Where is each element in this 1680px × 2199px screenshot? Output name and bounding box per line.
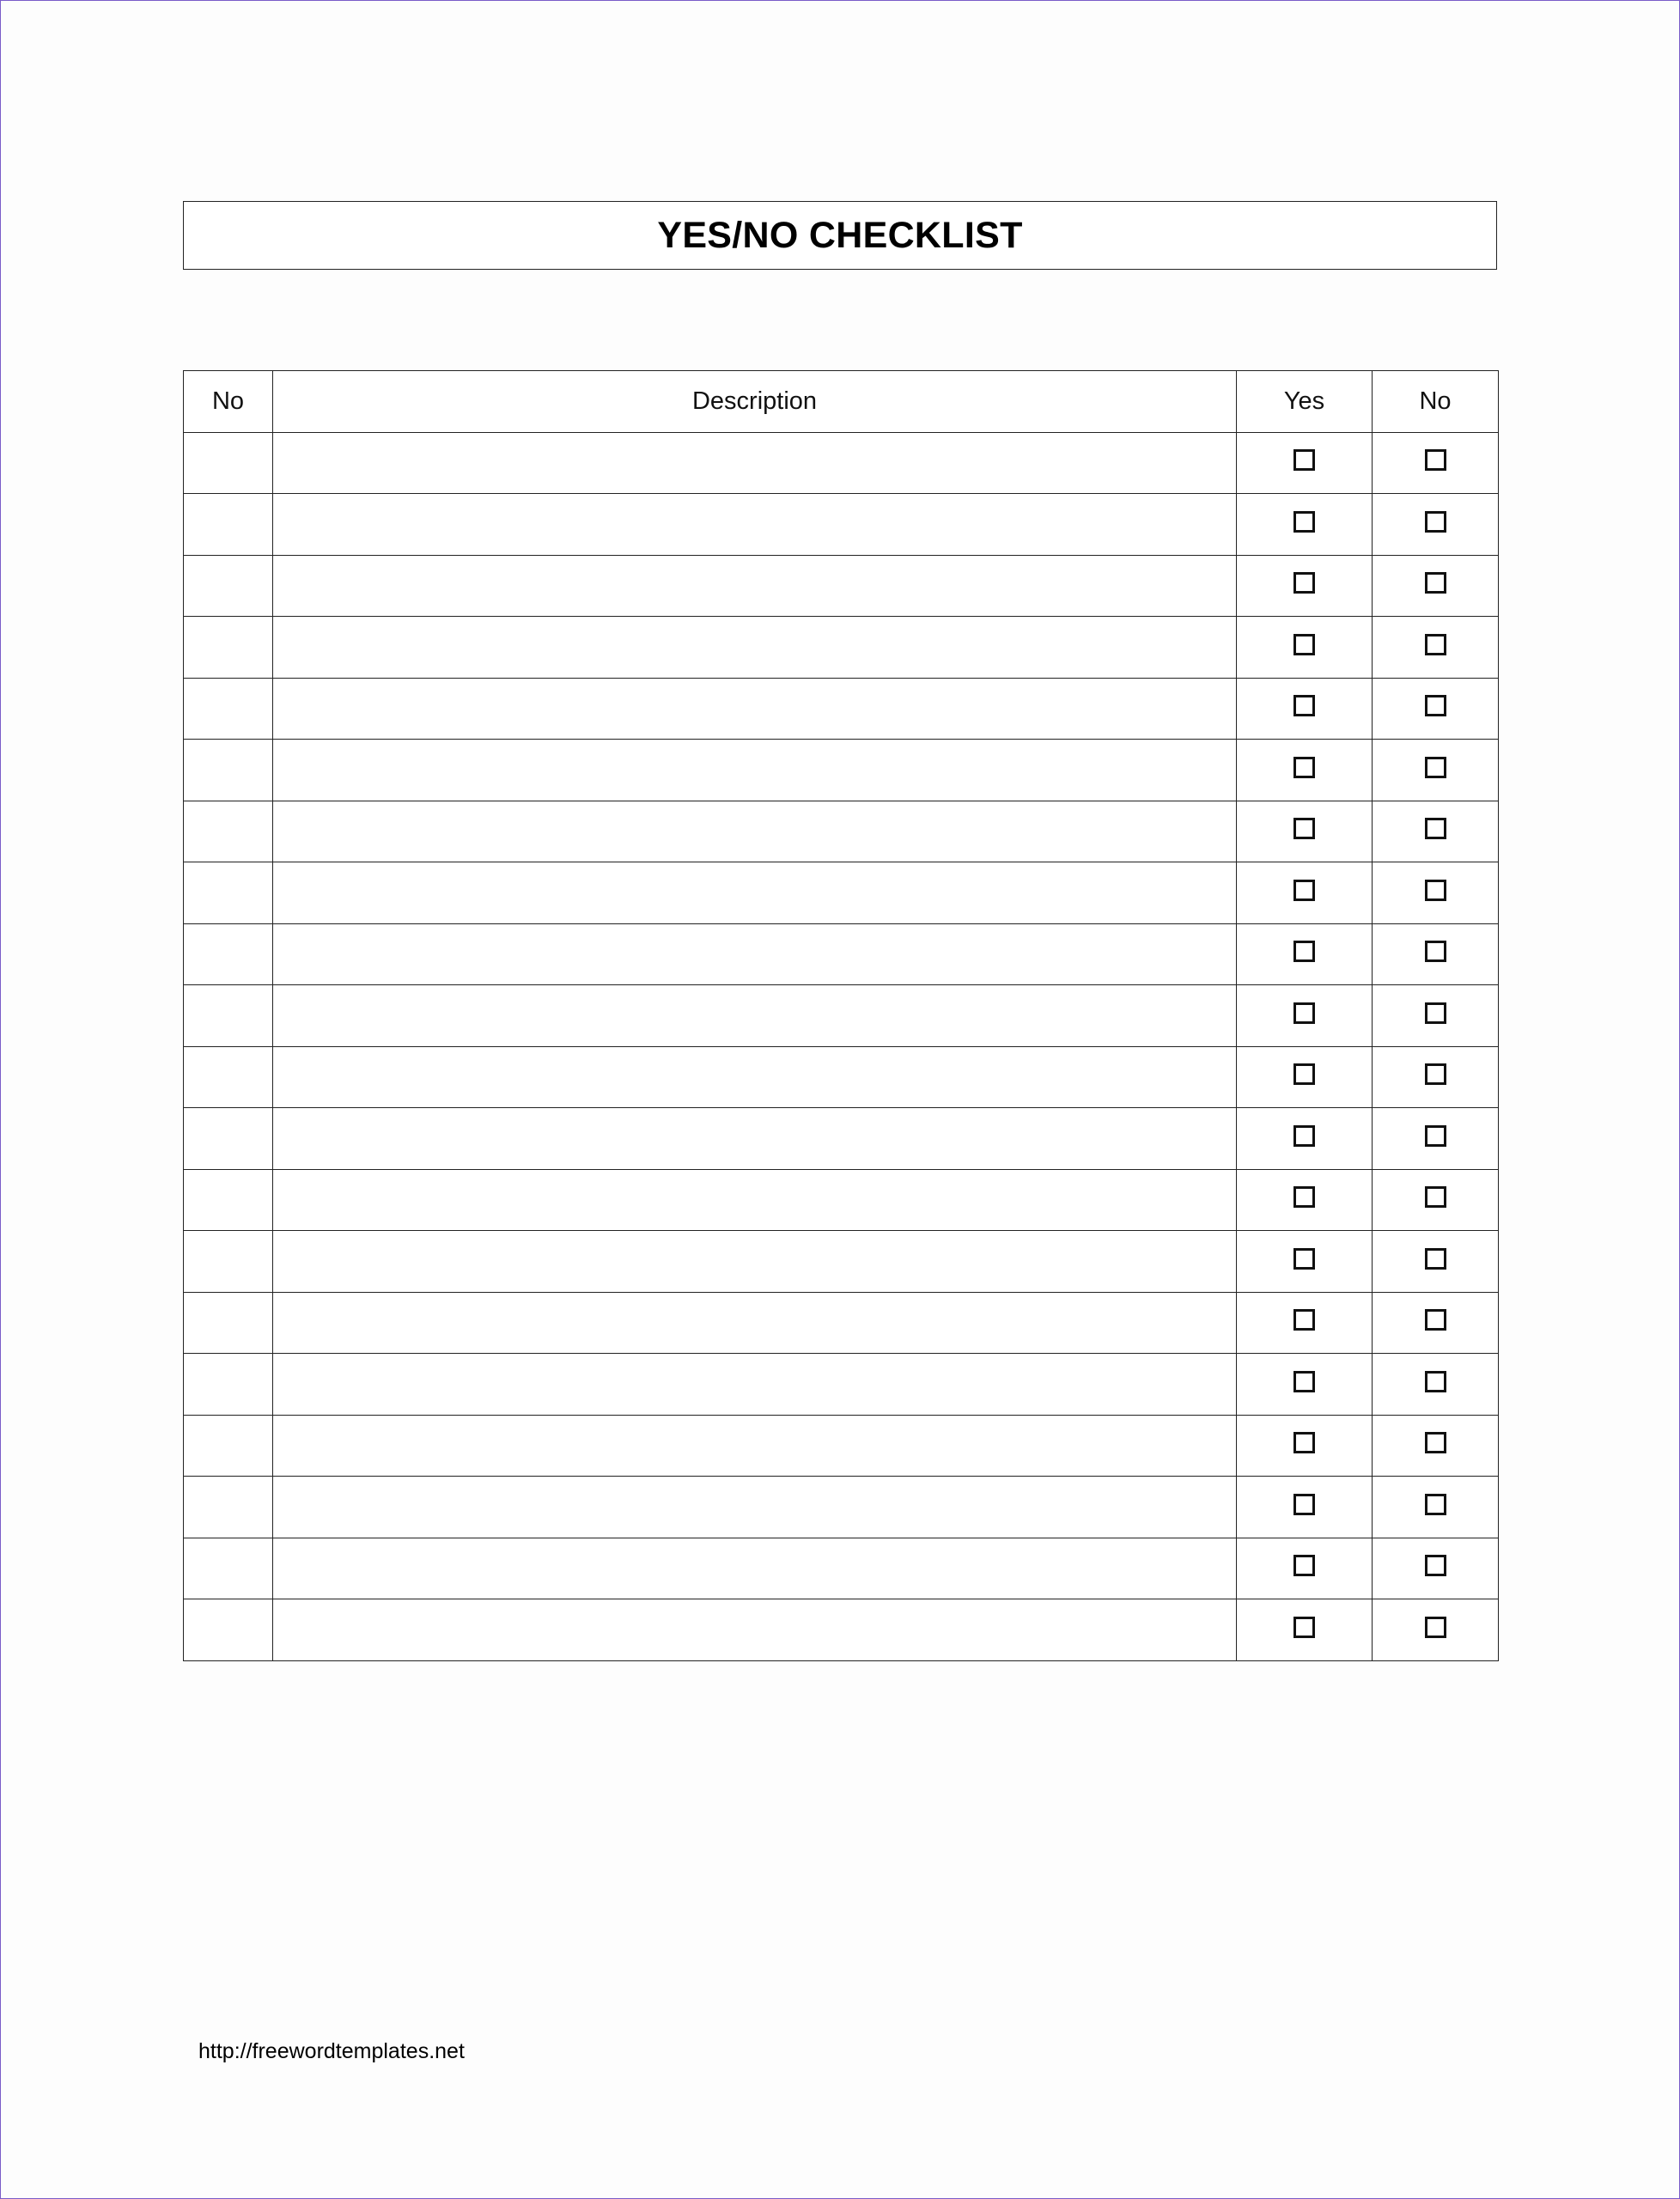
- yes-checkbox[interactable]: [1293, 1555, 1315, 1576]
- yes-cell: [1237, 1415, 1373, 1477]
- no-cell: [1373, 1599, 1499, 1661]
- row-number-cell[interactable]: [184, 617, 273, 679]
- row-number-cell[interactable]: [184, 923, 273, 985]
- no-cell: [1373, 985, 1499, 1047]
- no-cell: [1373, 801, 1499, 862]
- no-cell: [1373, 1354, 1499, 1416]
- no-cell: [1373, 678, 1499, 740]
- yes-checkbox[interactable]: [1293, 1125, 1315, 1147]
- yes-cell: [1237, 1231, 1373, 1293]
- yes-cell: [1237, 740, 1373, 801]
- row-description-cell[interactable]: [273, 678, 1237, 740]
- no-cell: [1373, 1046, 1499, 1108]
- table-row: [184, 1477, 1499, 1538]
- no-cell: [1373, 555, 1499, 617]
- header-description: Description: [273, 371, 1237, 433]
- no-checkbox[interactable]: [1425, 572, 1446, 594]
- row-number-cell[interactable]: [184, 1477, 273, 1538]
- no-cell: [1373, 432, 1499, 494]
- table-row: [184, 740, 1499, 801]
- table-row: [184, 1538, 1499, 1599]
- yes-checkbox[interactable]: [1293, 634, 1315, 655]
- no-cell: [1373, 862, 1499, 924]
- yes-cell: [1237, 1538, 1373, 1599]
- row-description-cell[interactable]: [273, 923, 1237, 985]
- row-number-cell[interactable]: [184, 1599, 273, 1661]
- row-description-cell[interactable]: [273, 1477, 1237, 1538]
- table-row: [184, 801, 1499, 862]
- row-number-cell[interactable]: [184, 985, 273, 1047]
- row-number-cell[interactable]: [184, 740, 273, 801]
- row-number-cell[interactable]: [184, 1354, 273, 1416]
- no-cell: [1373, 923, 1499, 985]
- yes-checkbox[interactable]: [1293, 1248, 1315, 1270]
- table-row: [184, 1108, 1499, 1170]
- no-cell: [1373, 1477, 1499, 1538]
- table-row: [184, 985, 1499, 1047]
- yes-checkbox[interactable]: [1293, 1617, 1315, 1638]
- yes-cell: [1237, 1292, 1373, 1354]
- no-checkbox[interactable]: [1425, 818, 1446, 839]
- row-number-cell[interactable]: [184, 1108, 273, 1170]
- no-cell: [1373, 494, 1499, 556]
- yes-checkbox[interactable]: [1293, 757, 1315, 778]
- yes-checkbox[interactable]: [1293, 1494, 1315, 1515]
- table-row: [184, 1354, 1499, 1416]
- header-no: No: [184, 371, 273, 433]
- no-checkbox[interactable]: [1425, 880, 1446, 901]
- header-yes: Yes: [1237, 371, 1373, 433]
- yes-cell: [1237, 1169, 1373, 1231]
- title-box: [183, 201, 1497, 270]
- no-checkbox[interactable]: [1425, 511, 1446, 533]
- table-row: [184, 678, 1499, 740]
- yes-cell: [1237, 1108, 1373, 1170]
- no-cell: [1373, 1292, 1499, 1354]
- table-row: [184, 555, 1499, 617]
- row-number-cell[interactable]: [184, 432, 273, 494]
- yes-checkbox[interactable]: [1293, 1371, 1315, 1392]
- row-number-cell[interactable]: [184, 801, 273, 862]
- header-no-answer: No: [1373, 371, 1499, 433]
- row-description-cell[interactable]: [273, 1231, 1237, 1293]
- row-description-cell[interactable]: [273, 1108, 1237, 1170]
- table-row: [184, 862, 1499, 924]
- row-description-cell[interactable]: [273, 740, 1237, 801]
- yes-cell: [1237, 1046, 1373, 1108]
- yes-checkbox[interactable]: [1293, 1186, 1315, 1208]
- row-description-cell[interactable]: [273, 1354, 1237, 1416]
- no-checkbox[interactable]: [1425, 1002, 1446, 1024]
- table-row: [184, 1415, 1499, 1477]
- yes-cell: [1237, 801, 1373, 862]
- table-row: [184, 1292, 1499, 1354]
- yes-checkbox[interactable]: [1293, 818, 1315, 839]
- row-description-cell[interactable]: [273, 432, 1237, 494]
- row-description-cell[interactable]: [273, 985, 1237, 1047]
- no-checkbox[interactable]: [1425, 757, 1446, 778]
- no-checkbox[interactable]: [1425, 1309, 1446, 1331]
- no-checkbox[interactable]: [1425, 1432, 1446, 1453]
- footer-url[interactable]: http://freewordtemplates.net: [198, 2039, 465, 2063]
- row-description-cell[interactable]: [273, 1169, 1237, 1231]
- no-cell: [1373, 1415, 1499, 1477]
- yes-cell: [1237, 617, 1373, 679]
- no-cell: [1373, 1231, 1499, 1293]
- table-row: [184, 1169, 1499, 1231]
- row-description-cell[interactable]: [273, 494, 1237, 556]
- row-number-cell[interactable]: [184, 494, 273, 556]
- no-checkbox[interactable]: [1425, 1555, 1446, 1576]
- row-description-cell[interactable]: [273, 617, 1237, 679]
- table-row: [184, 1046, 1499, 1108]
- no-checkbox[interactable]: [1425, 941, 1446, 962]
- table-row: [184, 494, 1499, 556]
- row-number-cell[interactable]: [184, 1538, 273, 1599]
- yes-cell: [1237, 678, 1373, 740]
- yes-checkbox[interactable]: [1293, 695, 1315, 716]
- yes-checkbox[interactable]: [1293, 1309, 1315, 1331]
- yes-checkbox[interactable]: [1293, 1002, 1315, 1024]
- row-number-cell[interactable]: [184, 678, 273, 740]
- yes-checkbox[interactable]: [1293, 1432, 1315, 1453]
- table-row: [184, 923, 1499, 985]
- yes-cell: [1237, 1599, 1373, 1661]
- table-row: [184, 1599, 1499, 1661]
- yes-checkbox[interactable]: [1293, 511, 1315, 533]
- row-description-cell[interactable]: [273, 1599, 1237, 1661]
- row-number-cell[interactable]: [184, 1169, 273, 1231]
- row-description-cell[interactable]: [273, 1292, 1237, 1354]
- row-description-cell[interactable]: [273, 862, 1237, 924]
- row-description-cell[interactable]: [273, 555, 1237, 617]
- row-number-cell[interactable]: [184, 862, 273, 924]
- row-description-cell[interactable]: [273, 1046, 1237, 1108]
- row-description-cell[interactable]: [273, 801, 1237, 862]
- yes-cell: [1237, 862, 1373, 924]
- checklist-table: [183, 370, 1499, 1661]
- yes-checkbox[interactable]: [1293, 1063, 1315, 1085]
- yes-cell: [1237, 432, 1373, 494]
- row-number-cell[interactable]: [184, 1046, 273, 1108]
- yes-cell: [1237, 1477, 1373, 1538]
- table-row: [184, 617, 1499, 679]
- no-cell: [1373, 1108, 1499, 1170]
- no-checkbox[interactable]: [1425, 1186, 1446, 1208]
- no-checkbox[interactable]: [1425, 1494, 1446, 1515]
- row-number-cell[interactable]: [184, 1292, 273, 1354]
- yes-cell: [1237, 494, 1373, 556]
- no-checkbox[interactable]: [1425, 1125, 1446, 1147]
- yes-cell: [1237, 555, 1373, 617]
- no-cell: [1373, 617, 1499, 679]
- page-title: YES/NO CHECKLIST: [657, 214, 1023, 256]
- no-checkbox[interactable]: [1425, 1248, 1446, 1270]
- yes-checkbox[interactable]: [1293, 572, 1315, 594]
- row-description-cell[interactable]: [273, 1415, 1237, 1477]
- no-checkbox[interactable]: [1425, 1063, 1446, 1085]
- table-row: [184, 1231, 1499, 1293]
- row-number-cell[interactable]: [184, 555, 273, 617]
- table-row: [184, 432, 1499, 494]
- yes-cell: [1237, 923, 1373, 985]
- table-header-row: [184, 371, 1499, 433]
- yes-checkbox[interactable]: [1293, 941, 1315, 962]
- no-cell: [1373, 740, 1499, 801]
- checklist-body: [184, 432, 1499, 1660]
- row-description-cell[interactable]: [273, 1538, 1237, 1599]
- row-number-cell[interactable]: [184, 1415, 273, 1477]
- no-cell: [1373, 1538, 1499, 1599]
- yes-cell: [1237, 1354, 1373, 1416]
- yes-cell: [1237, 985, 1373, 1047]
- no-checkbox[interactable]: [1425, 695, 1446, 716]
- yes-checkbox[interactable]: [1293, 449, 1315, 471]
- row-number-cell[interactable]: [184, 1231, 273, 1293]
- no-checkbox[interactable]: [1425, 1371, 1446, 1392]
- no-checkbox[interactable]: [1425, 449, 1446, 471]
- no-checkbox[interactable]: [1425, 634, 1446, 655]
- no-cell: [1373, 1169, 1499, 1231]
- yes-checkbox[interactable]: [1293, 880, 1315, 901]
- no-checkbox[interactable]: [1425, 1617, 1446, 1638]
